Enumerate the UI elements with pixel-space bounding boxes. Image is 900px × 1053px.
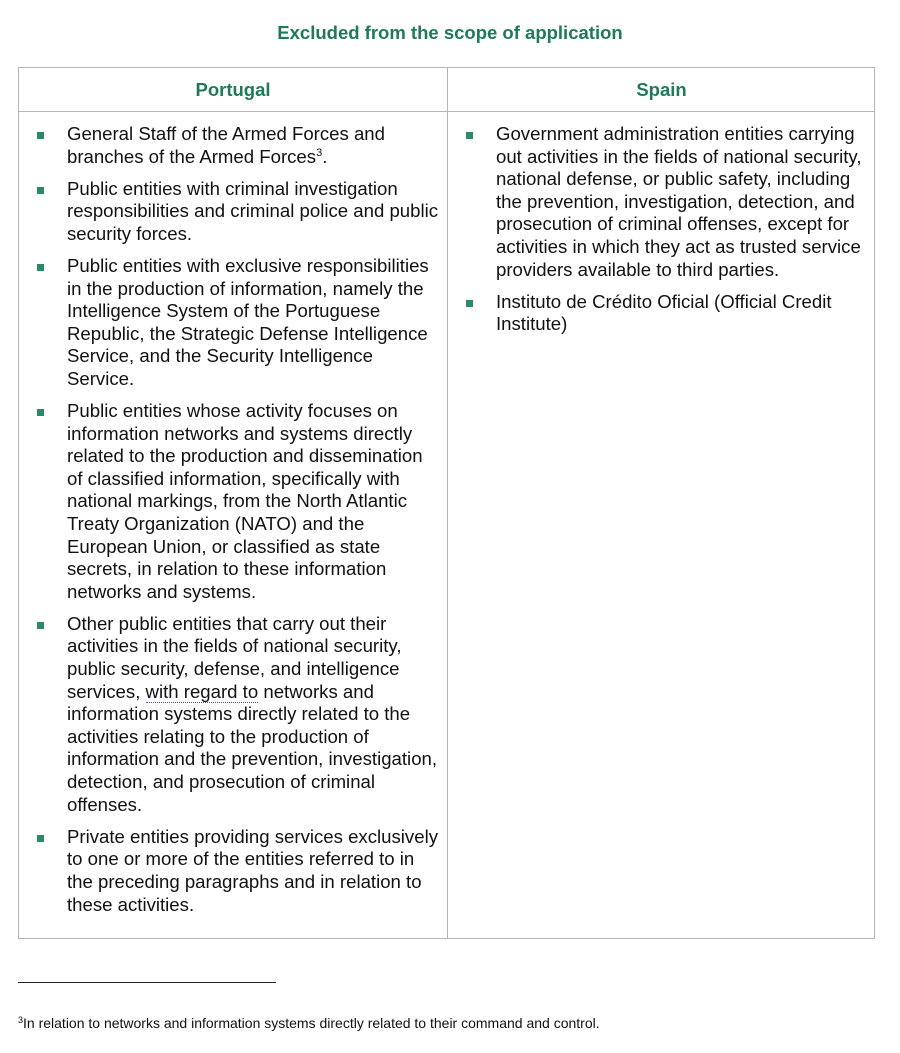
table-title: Excluded from the scope of application bbox=[277, 22, 623, 43]
portugal-column bbox=[33, 123, 443, 926]
square-bullet-icon bbox=[37, 409, 44, 416]
item-suffix: . bbox=[322, 145, 328, 167]
footnote-ref[interactable]: 3 bbox=[316, 146, 323, 159]
item-text: Public entities whose activity focuses on information networks and systems directly related to the production and dissemination of classified information, specifically with national markings, from the North Atlantic Treaty Organization (NATO) and the European Union, or classified as state secrets, in relation to these information networks and systems. bbox=[67, 400, 423, 602]
header-portugal: Portugal bbox=[195, 79, 271, 100]
square-bullet-icon bbox=[37, 132, 44, 139]
square-bullet-icon bbox=[37, 622, 44, 629]
item-text: Government administration entities carrying out activities in the fields of national security, national defense, or public safety, including the prevention, investigation, detection, and prosecution of criminal offenses, except for activities in which they act as trusted service providers available to third parties. bbox=[496, 123, 862, 280]
item-text-before: Other public entities that carry out their activities in the fields of national security, public security, defense, and intelligence services, bbox=[67, 612, 402, 702]
item-text: Instituto de Crédito Oficial (Official Credit Institute) bbox=[496, 290, 832, 335]
list-item bbox=[33, 123, 443, 168]
list-item bbox=[462, 123, 867, 281]
item-text: Private entities providing services exclusively to one or more of the entities referred to in the preceding paragraphs and in relation to these activities. bbox=[67, 825, 438, 915]
list-item bbox=[462, 291, 867, 336]
footnote-separator bbox=[18, 982, 276, 983]
item-text-after: networks and information systems directly related to the activities relating to the production of information and the prevention, investigation, detection, and prosecution of criminal offenses. bbox=[67, 680, 438, 815]
list-item bbox=[33, 255, 443, 391]
list-item bbox=[33, 826, 443, 916]
square-bullet-icon bbox=[466, 300, 473, 307]
list-item bbox=[33, 400, 443, 603]
footnote bbox=[18, 1015, 600, 1031]
square-bullet-icon bbox=[37, 835, 44, 842]
square-bullet-icon bbox=[37, 187, 44, 194]
header-spain: Spain bbox=[636, 79, 687, 100]
item-text: Public entities with criminal investigation responsibilities and criminal police and public security forces. bbox=[67, 177, 439, 244]
item-text: General Staff of the Armed Forces and branches of the Armed Forces bbox=[67, 123, 385, 167]
grammar-marked-phrase[interactable]: with regard to bbox=[145, 680, 259, 702]
item-text: Public entities with exclusive responsibilities in the production of information, namely the Intelligence System of the Portuguese Republic, the Strategic Defense Intelligence Service, and the Security Intelligence Service. bbox=[67, 254, 429, 389]
table-header-row bbox=[19, 68, 874, 112]
scope-table bbox=[18, 67, 875, 939]
column-divider bbox=[447, 68, 448, 938]
square-bullet-icon bbox=[37, 264, 44, 271]
list-item bbox=[33, 613, 443, 816]
footnote-text: In relation to networks and information systems directly related to their command and control. bbox=[23, 1015, 600, 1031]
footnote-number: 3 bbox=[18, 1015, 24, 1025]
square-bullet-icon bbox=[466, 132, 473, 139]
list-item bbox=[33, 178, 443, 246]
spain-column bbox=[462, 123, 867, 345]
